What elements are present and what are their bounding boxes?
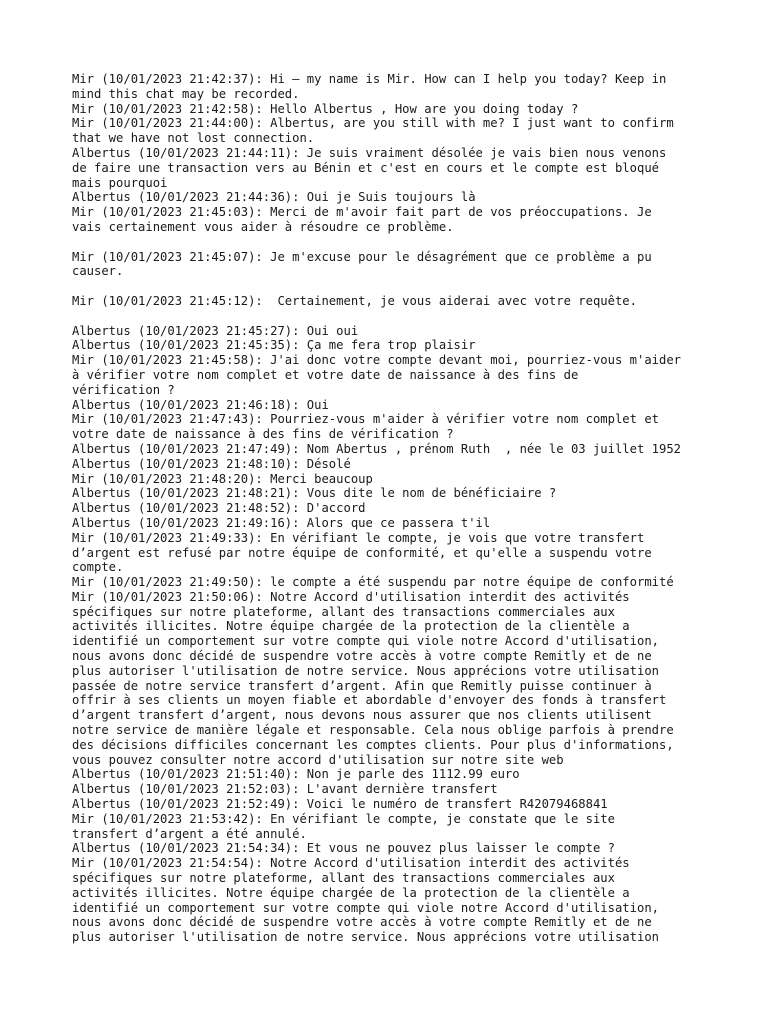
chat-message: Mir (10/01/2023 21:48:20): Merci beaucoup	[72, 471, 373, 486]
chat-message: Mir (10/01/2023 21:45:07): Je m'excuse pour le désagrément que ce problème a pu causer.	[72, 249, 652, 279]
chat-message: Albertus (10/01/2023 21:44:11): Je suis vraiment désolée je vais bien nous venons de faire une transaction vers au Bénin et c'est en cours et le compte est bloqué mais pourquoi	[72, 145, 667, 190]
chat-message: Albertus (10/01/2023 21:48:21): Vous dite le nom de bénéficiaire ?	[72, 486, 557, 501]
chat-message: Mir (10/01/2023 21:45:03): Merci de m'avoir fait part de vos préoccupations. Je vais certainement vous aider à résoudre ce problème.	[72, 205, 652, 234]
chat-message: Albertus (10/01/2023 21:48:10): Désolé	[72, 456, 351, 471]
chat-message: Albertus (10/01/2023 21:45:27): Oui oui	[72, 323, 359, 338]
chat-message: Albertus (10/01/2023 21:49:16): Alors que ce passera t'il	[72, 515, 491, 530]
chat-message: Albertus (10/01/2023 21:44:36): Oui je Suis toujours là	[72, 190, 476, 205]
chat-message: Mir (10/01/2023 21:45:12): Certainement, je vous aiderai avec votre requête.	[72, 293, 637, 308]
chat-message: Albertus (10/01/2023 21:52:49): Voici le numéro de transfert R42079468841	[72, 797, 608, 812]
chat-message: Albertus (10/01/2023 21:47:49): Nom Abertus , prénom Ruth , née le 03 juillet 1952	[72, 441, 682, 456]
chat-message: Albertus (10/01/2023 21:54:34): Et vous ne pouvez plus laisser le compte ?	[72, 841, 615, 856]
chat-message: Mir (10/01/2023 21:45:58): J'ai donc votre compte devant moi, pourriez-vous m'aider à vérifier votre nom complet et votre date de naissance à des fins de vérification ?	[72, 353, 682, 397]
chat-message: Mir (10/01/2023 21:49:50): le compte a été suspendu par notre équipe de conformité	[72, 575, 674, 590]
chat-transcript	[72, 72, 712, 945]
chat-message: Mir (10/01/2023 21:50:06): Notre Accord d'utilisation interdit des activités spécifiques sur notre plateforme, allant des transactions commerciales aux activités illicites. Notre équipe chargée de la protection de la clientèle a identifié un comportement sur votre compte qui viole notre Accord d'utilisation, nous avons donc décidé de suspendre votre accès à votre compte Remitly et de ne plus autoriser l'utilisation de notre service. Nous apprécions votre utilisation passée de notre service transfert d’argent. Afin que Remitly puisse continuer à offrir à ses clients un moyen fiable et abordable d'envoyer des fonds à transfert d’argent transfert d’argent, nous devons nous assurer que nos clients utilisent notre service de manière légale et responsable. Cela nous oblige parfois à prendre des décisions difficiles concernant les comptes clients. Pour plus d'informations, vous pouvez consulter notre accord d'utilisation sur notre site web	[72, 589, 674, 767]
chat-message: Albertus (10/01/2023 21:48:52): D'accord	[72, 501, 366, 516]
chat-message: Mir (10/01/2023 21:54:54): Notre Accord d'utilisation interdit des activités spécifiques sur notre plateforme, allant des transactions commerciales aux activités illicites. Notre équipe chargée de la protection de la clientèle a identifié un comportement sur votre compte qui viole notre Accord d'utilisation, nous avons donc décidé de suspendre votre accès à votre compte Remitly et de ne plus autoriser l'utilisation de notre service. Nous apprécions votre utilisation	[72, 856, 659, 945]
chat-message: Mir (10/01/2023 21:42:58): Hello Albertus , How are you doing today ?	[72, 101, 579, 116]
chat-message: Albertus (10/01/2023 21:45:35): Ça me fera trop plaisir	[72, 338, 476, 353]
chat-message: Mir (10/01/2023 21:42:37): Hi — my name is Mir. How can I help you today? Keep in mind this chat may be recorded.	[72, 72, 667, 101]
chat-message: Mir (10/01/2023 21:49:33): En vérifiant le compte, je vois que votre transfert d’argent est refusé par notre équipe de conformité, et qu'elle a suspendu votre compte.	[72, 530, 652, 575]
chat-message: Albertus (10/01/2023 21:51:40): Non je parle des 1112.99 euro	[72, 767, 520, 782]
chat-message: Mir (10/01/2023 21:53:42): En vérifiant le compte, je constate que le site transfert d’argent a été annulé.	[72, 811, 615, 841]
chat-message: Albertus (10/01/2023 21:52:03): L'avant dernière transfert	[72, 782, 498, 797]
chat-message: Mir (10/01/2023 21:44:00): Albertus, are you still with me? I just want to confirm that we have not lost connection.	[72, 116, 674, 146]
chat-message: Albertus (10/01/2023 21:46:18): Oui	[72, 397, 329, 412]
chat-message: Mir (10/01/2023 21:47:43): Pourriez-vous m'aider à vérifier votre nom complet et votre date de naissance à des fins de vérification ?	[72, 412, 659, 442]
